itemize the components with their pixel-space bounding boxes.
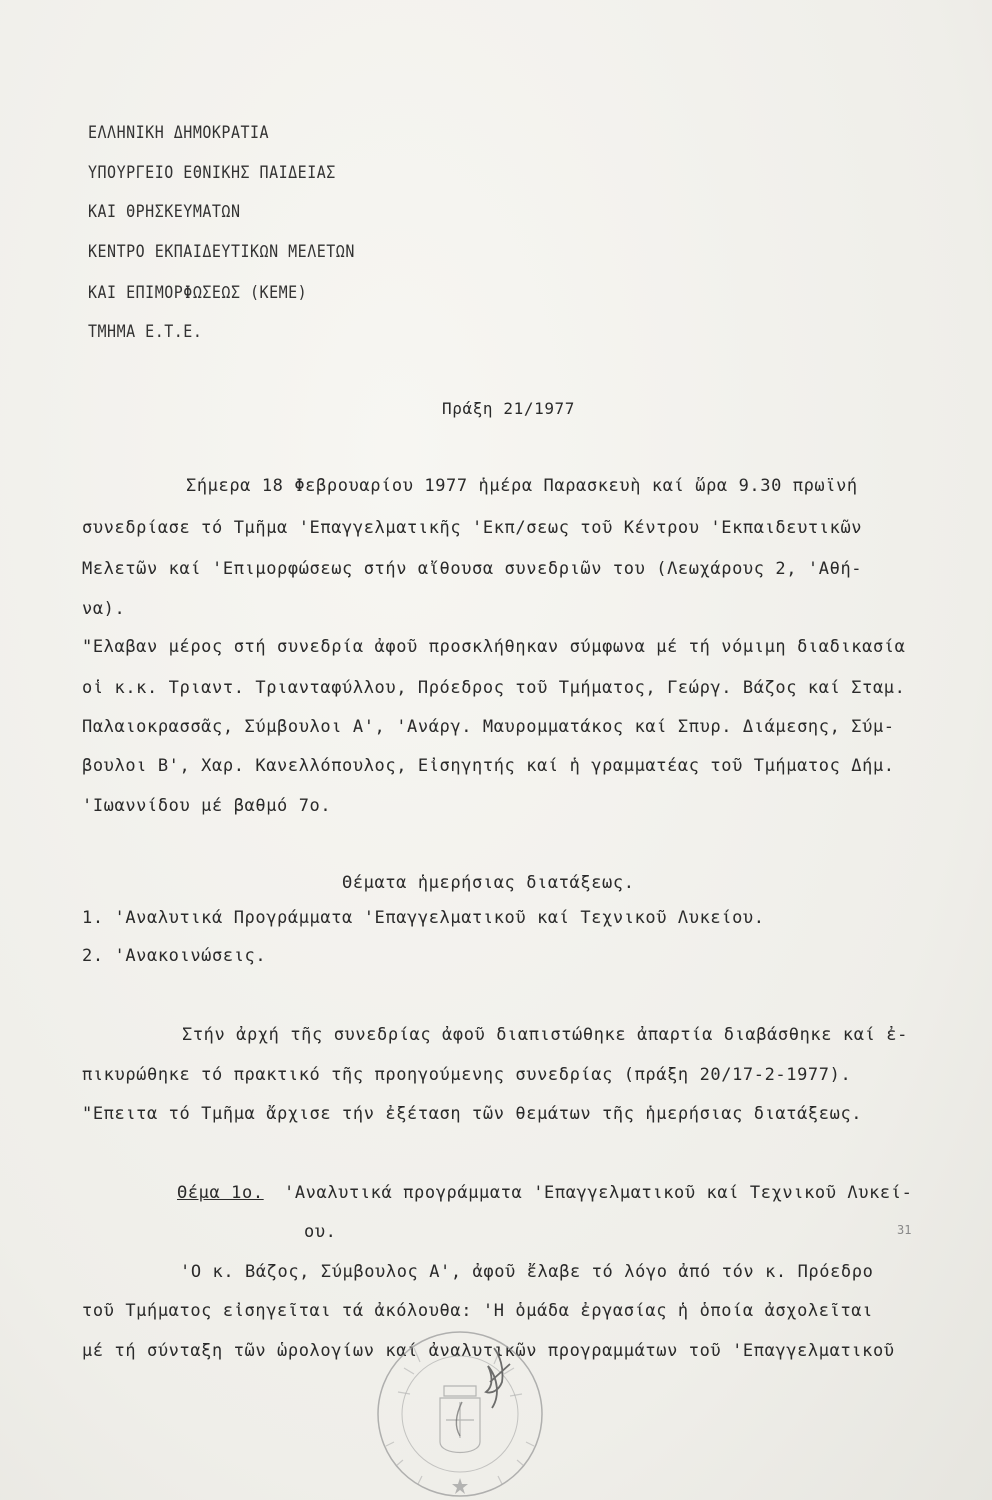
body-line: Στήν ἀρχή τῆς συνεδρίας ἀφοῦ διαπιστώθηκε ἀπαρτία διαβάσθηκε καί ἐ- [182, 1025, 908, 1045]
topic-label: Θέμα 1ο. [177, 1183, 264, 1203]
closing-line: μέ τή σύνταξη τῶν ὡρολογίων καί ἀναλυτικῶν προγραμμάτων τοῦ 'Επαγγελματικοῦ [82, 1341, 895, 1361]
header-line-1: ΕΛΛΗΝΙΚΗ ΔΗΜΟΚΡΑΤΙΑ [88, 122, 270, 143]
header-line-2: ΥΠΟΥΡΓΕΙΟ ΕΘΝΙΚΗΣ ΠΑΙΔΕΙΑΣ [88, 162, 336, 183]
body-line: "Επειτα τό Τμῆμα ἄρχισε τήν ἐξέταση τῶν θεμάτων τῆς ἡμερήσιας διατάξεως. [82, 1104, 863, 1124]
intro-line: να). [82, 599, 126, 619]
closing-line: τοῦ Τμήματος εἰσηγεῖται τά ἀκόλουθα: 'Η ὁμάδα ἐργασίας ἡ ὁποία ἀσχολεῖται [82, 1301, 873, 1321]
intro-line: Σήμερα 18 Φεβρουαρίου 1977 ἡμέρα Παρασκευὴ καί ὥρα 9.30 πρωϊνή [186, 476, 858, 496]
body-line: πικυρώθηκε τό πρακτικό τῆς προηγούμενης συνεδρίας (πράξη 20/17-2-1977). [82, 1065, 852, 1085]
header-line-6: ΤΜΗΜΑ Ε.Τ.Ε. [88, 321, 203, 342]
topic-text-continued: ου. [304, 1222, 337, 1242]
agenda-item: 2. 'Ανακοινώσεις. [82, 946, 267, 966]
topic-text: 'Αναλυτικά προγράμματα 'Επαγγελματικοῦ καί Τεχνικοῦ Λυκεί- [284, 1183, 913, 1203]
intro-line: Παλαιοκρασσᾶς, Σύμβουλοι Α', 'Ανάργ. Μαυρομματάκος καί Σπυρ. Διάμεσης, Σύμ- [82, 717, 895, 737]
official-stamp-icon [374, 1328, 546, 1500]
intro-line: οἱ κ.κ. Τριαντ. Τριανταφύλλου, Πρόεδρος τοῦ Τμήματος, Γεώργ. Βάζος καί Σταμ. [82, 678, 906, 698]
document-title: Πράξη 21/1977 [442, 399, 576, 418]
intro-line: βουλοι Β', Χαρ. Κανελλόπουλος, Εἰσηγητής καί ἡ γραμματέας τοῦ Τμήματος Δήμ. [82, 756, 895, 776]
intro-line: "Ελαβαν μέρος στή συνεδρία ἀφοῦ προσκλήθηκαν σύμφωνα μέ τή νόμιμη διαδικασία [82, 637, 906, 657]
closing-line: 'Ο κ. Βάζος, Σύμβουλος Α', ἀφοῦ ἔλαβε τό λόγο ἀπό τόν κ. Πρόεδρο [180, 1262, 874, 1282]
agenda-title: Θέματα ἡμερήσιας διατάξεως. [342, 873, 635, 893]
header-line-3: ΚΑΙ ΘΡΗΣΚΕΥΜΑΤΩΝ [88, 201, 241, 222]
intro-line: συνεδρίασε τό Τμῆμα 'Επαγγελματικῆς 'Εκπ/σεως τοῦ Κέντρου 'Εκπαιδευτικῶν [82, 518, 863, 538]
agenda-item: 1. 'Αναλυτικά Προγράμματα 'Επαγγελματικοῦ καί Τεχνικοῦ Λυκείου. [82, 908, 765, 928]
marginal-note: 31 [897, 1223, 912, 1237]
header-line-5: ΚΑΙ ΕΠΙΜΟΡΦΩΣΕΩΣ (ΚΕΜΕ) [88, 282, 308, 303]
intro-line: Μελετῶν καί 'Επιμορφώσεως στήν αἴθουσα συνεδριῶν του (Λεωχάρους 2, 'Αθή- [82, 559, 863, 579]
intro-line: 'Ιωαννίδου μέ βαθμό 7ο. [82, 796, 332, 816]
header-line-4: ΚΕΝΤΡΟ ΕΚΠΑΙΔΕΥΤΙΚΩΝ ΜΕΛΕΤΩΝ [88, 241, 355, 262]
